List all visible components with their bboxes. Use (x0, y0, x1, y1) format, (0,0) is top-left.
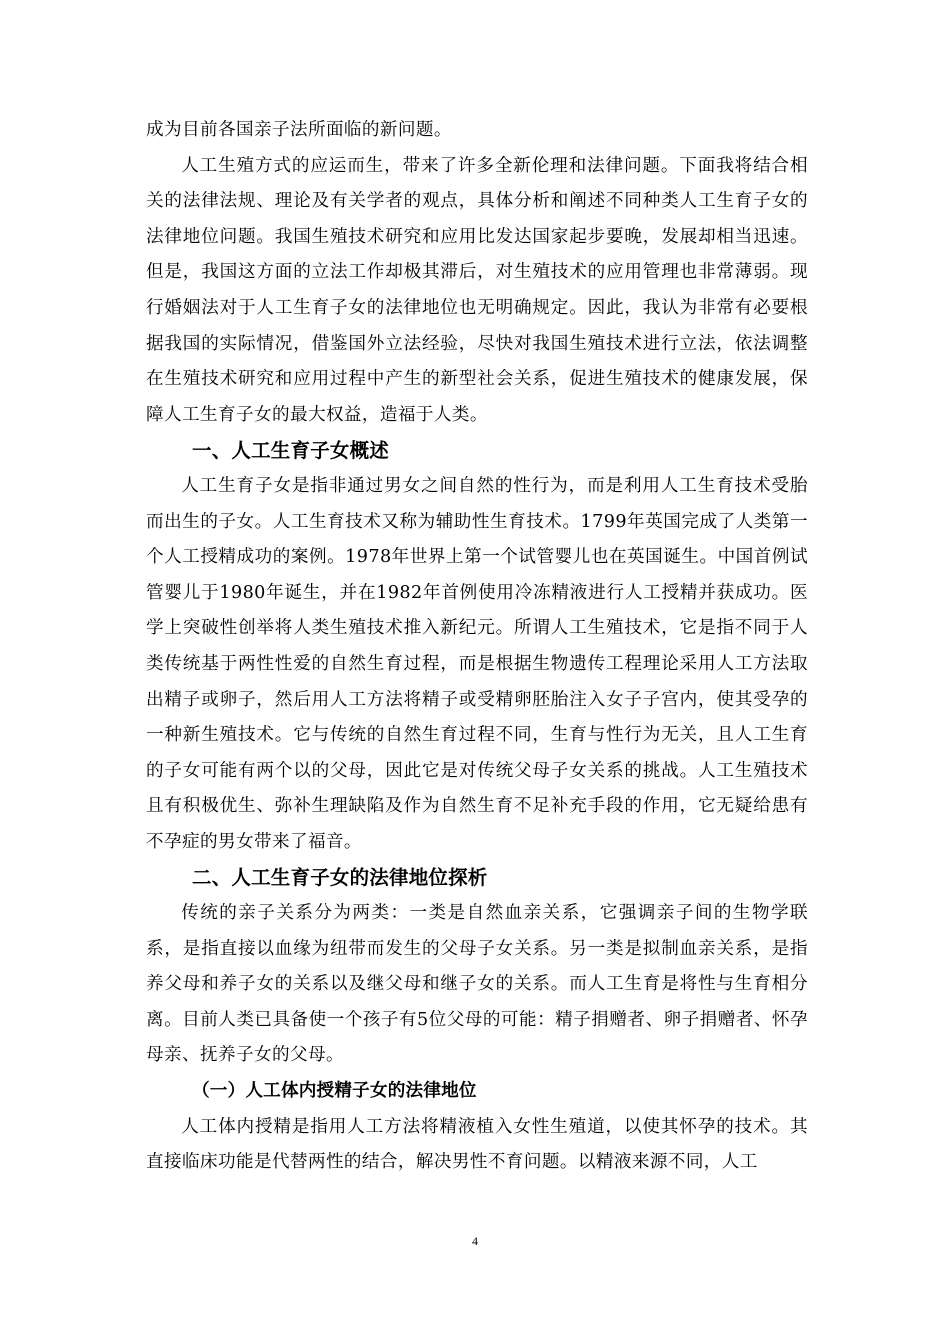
section-heading: 二、人工生育子女的法律地位探析 (192, 866, 488, 890)
paragraph: 传统的亲子关系分为两类：一类是自然血亲关系，它强调亲子间的生物学联系，是指直接以血缘为纽带而发生的父母子女关系。另一类是拟制血亲关系，是指养父母和养子女的关系以及继父母和继子女的关系。而人工生育是将性与生育相分离。目前人类已具备使一个孩子有5位父母的可能：精子捐赠者、卵子捐赠者、怀孕母亲、抚养子女的父母。 (146, 903, 808, 1066)
page-number: 4 (472, 1234, 478, 1248)
section-heading: 一、人工生育子女概述 (192, 439, 390, 463)
paragraph: 人工生育子女是指非通过男女之间自然的性行为，而是利用人工生育技术受胎而出生的子女。人工生育技术又称为辅助性生育技术。1799年英国完成了人类第一个人工授精成功的案例。1978年世界上第一个试管婴儿也在英国诞生。中国首例试管婴儿于1980年诞生，并在1982年首例使用冷冻精液进行人工授精并获成功。医学上突破性创举将人类生殖技术推入新纪元。所谓人工生殖技术，它是指不同于人类传统基于两性性爱的自然生育过程，而是根据生物遗传工程理论采用人工方法取出精子或卵子，然后用人工方法将精子或受精卵胚胎注入女子子宫内，使其受孕的一种新生殖技术。它与传统的自然生育过程不同，生育与性行为无关，且人工生育的子女可能有两个以的父母，因此它是对传统父母子女关系的挑战。人工生殖技术且有积极优生、弥补生理缺陷及作为自然生育不足补充手段的作用，它无疑给患有不孕症的男女带来了福音。 (146, 475, 808, 852)
subsection-heading: （一）人工体内授精子女的法律地位 (192, 1081, 477, 1102)
paragraph: 成为目前各国亲子法所面临的新问题。 (146, 120, 452, 140)
paragraph: 人工生殖方式的应运而生，带来了许多全新伦理和法律问题。下面我将结合相关的法律法规、理论及有关学者的观点，具体分析和阐述不同种类人工生育子女的法律地位问题。我国生殖技术研究和应用比发达国家起步要晚，发展却相当迅速。但是，我国这方面的立法工作却极其滞后，对生殖技术的应用管理也非常薄弱。现行婚姻法对于人工生育子女的法律地位也无明确规定。因此，我认为非常有必要根据我国的实际情况，借鉴国外立法经验，尽快对我国生殖技术进行立法，依法调整在生殖技术研究和应用过程中产生的新型社会关系，促进生殖技术的健康发展，保障人工生育子女的最大权益，造福于人类。 (146, 155, 808, 425)
document-body (146, 113, 808, 1181)
paragraph: 人工体内授精是指用人工方法将精液植入女性生殖道，以使其怀孕的技术。其直接临床功能是代替两性的结合，解决男性不育问题。以精液来源不同，人工 (146, 1116, 808, 1173)
